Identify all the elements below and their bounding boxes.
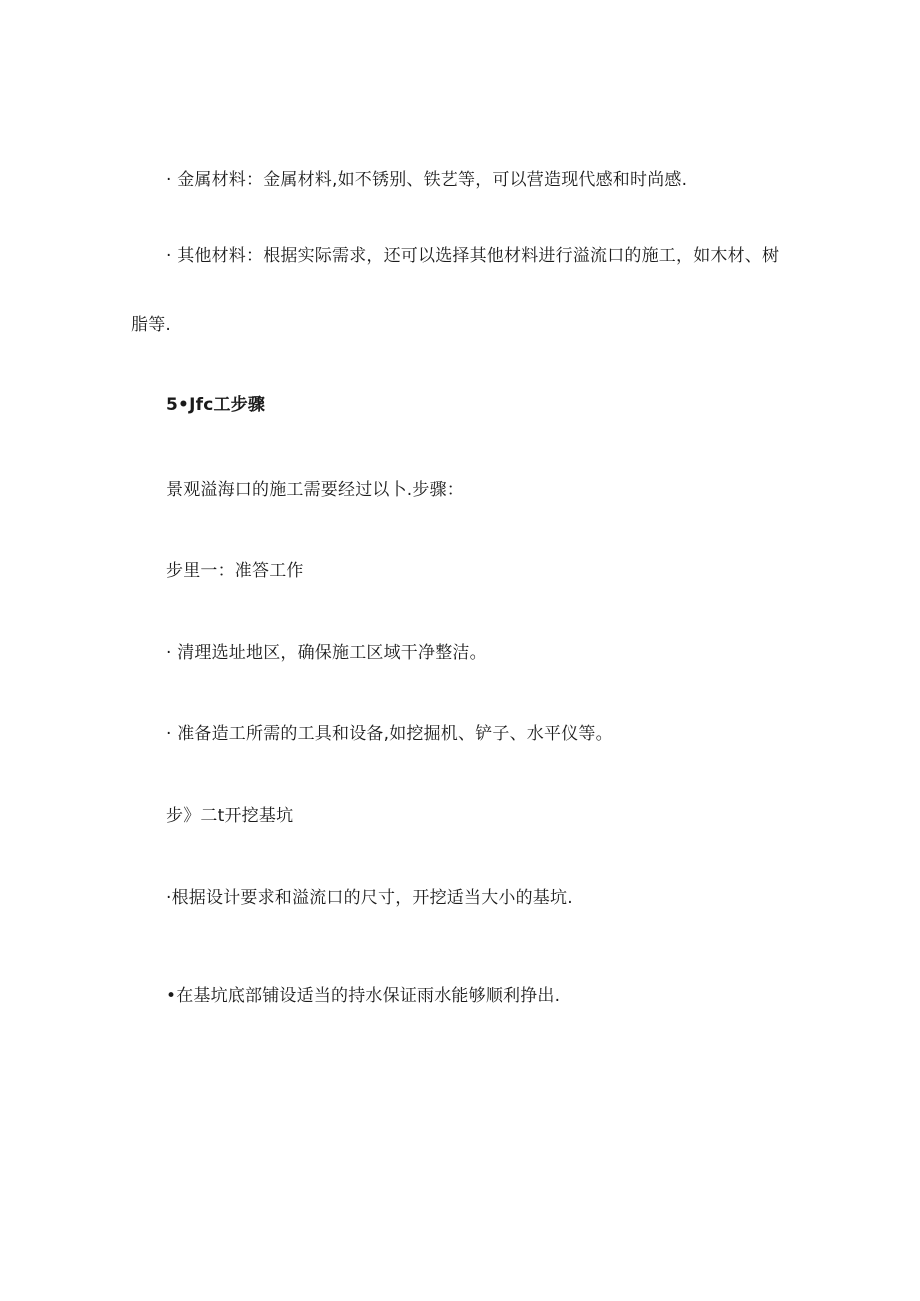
bullet-metal-materials: · 金属材料：金属材料,如不锈别、铁艺等，可以营造现代感和时尚感. [166,170,688,190]
bullet-prepare-tools: · 准备造工所需的工具和设备,如挖掘机、铲子、水平仪等。 [166,724,613,744]
bullet-other-materials-continued: 脂等. [131,315,172,335]
bullet-other-materials: · 其他材料：根据实际需求，还可以选择其他材料进行溢流口的施工，如木材、树 [166,246,780,266]
section-heading-construction-steps: 5•Jfc工步骤 [166,395,266,415]
bullet-lay-drainage: •在基坑底部铺设适当的持水保证雨水能够顺利挣出. [166,986,561,1006]
step-one-heading: 步里一：准答工作 [166,561,304,581]
step-two-heading: 步》二t开挖基坑 [166,806,294,826]
bullet-excavate-pit: ·根据设计要求和溢流口的尺寸，开挖适当大小的基坑. [166,888,573,908]
intro-paragraph: 景观溢海口的施工需要经过以卜.步骤： [166,480,465,500]
bullet-clear-site: · 清理选址地区，确保施工区域干净整洁。 [166,643,487,663]
